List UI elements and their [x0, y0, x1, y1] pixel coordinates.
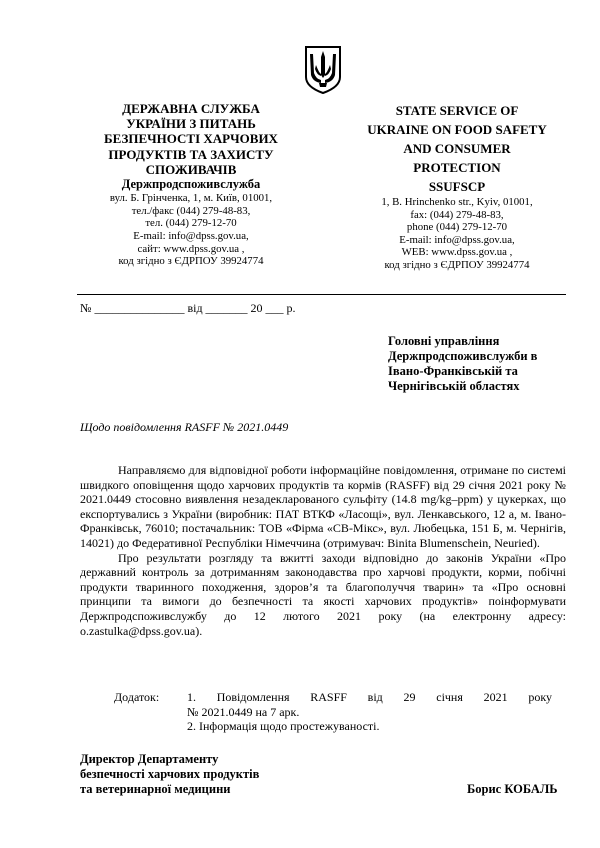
- org-name-line: STATE SERVICE OF: [395, 103, 519, 118]
- addressee-line: Держпродспоживслужби в: [388, 349, 538, 363]
- contact-line: код згідно з ЄДРПОУ 39924774: [118, 255, 264, 268]
- attachment-line: 2. Інформація щодо простежуваності.: [187, 719, 380, 734]
- attachment-line: 1. Повідомлення RASFF від 29 січня 2021 року: [187, 690, 552, 704]
- contact-line: вул. Б. Грінченка, 1, м. Київ, 01001,: [109, 192, 273, 205]
- attachments-list: [187, 690, 552, 734]
- attachment-line: № 2021.0449 на 7 арк.: [187, 704, 300, 719]
- body-paragraph: Направляємо для відповідної роботи інформаційне повідомлення, отримане по системі швидкого оповіщення щодо харчових продуктів та кормів (RASFF) від 29 січня 2021 року № 2021.0449 стосовно виявлення незадекларованого сульфіту (14.8 mg/kg–ppm) у цукерках, що експортувались з України (виробник: ПАТ ВТКФ «Ласощі», вул. Ленкавського, 12 а, м. Івано-Франківськ, 76010; постачальник: ТОВ «Фірма «СВ-Мікс», вул. Любецька, 151 Б, м. Чернігів, 14021) до Федеративної Республіки Німеччина (отримувач: Binita Blumenschein, Neuried).: [80, 463, 566, 550]
- contact-line: 1, B. Hrinchenko str., Kyiv, 01001,: [381, 196, 533, 208]
- attachment-item: [187, 690, 552, 719]
- addressee: [388, 334, 568, 394]
- body-paragraph: Про результати розгляду та вжитті заходи відповідно до законів України «Про державний контроль за дотриманням законодавства про харчові продукти, корми, побічні продукти тваринного походження, здоров’я та благополуччя тварин» та «Про основні принципи та вимоги до безпечності та якості харчових продуктів» поінформувати Держпродспоживслужбу до 12 лютого 2021 року (на електронну адресу: o.zastulka@dpss.gov.ua).: [80, 550, 566, 638]
- attachments-label: Додаток:: [114, 690, 160, 704]
- attachment-item: [187, 719, 552, 734]
- contact-line: phone (044) 279-12-70: [406, 221, 508, 234]
- org-short-name: SSUFSCP: [428, 179, 486, 194]
- contact-line: E-mail: info@dpss.gov.ua,: [399, 233, 515, 246]
- org-name-line: ДЕРЖАВНА СЛУЖБА: [122, 101, 260, 116]
- signatory-title: [80, 752, 320, 797]
- org-name-line: AND CONSUMER: [403, 141, 511, 156]
- addressee-line: Головні управління: [388, 334, 500, 348]
- org-name-line: СПОЖИВАЧІВ: [145, 161, 237, 177]
- contact-line: тел. (044) 279-12-70: [145, 217, 237, 230]
- signatory-title-line: та ветеринарної медицини: [80, 782, 231, 796]
- header-ukrainian: [76, 101, 306, 268]
- org-name-line: ПРОДУКТІВ ТА ЗАХИСТУ: [108, 146, 274, 162]
- addressee-line: Івано-Франківській та: [388, 364, 518, 378]
- signatory-title-line: Директор Департаменту: [80, 752, 219, 766]
- contact-line: WEB: www.dpss.gov.ua ,: [401, 246, 513, 259]
- org-name-line: УКРАЇНИ З ПИТАНЬ: [126, 116, 256, 132]
- contact-line: тел./факс (044) 279-48-83,: [131, 204, 251, 217]
- registration-line: № _______________ від _______ 20 ___ р.: [80, 301, 296, 315]
- org-name-line: PROTECTION: [413, 160, 501, 175]
- header-divider: [77, 294, 566, 295]
- letter-body: [80, 463, 566, 638]
- org-name-line: БЕЗПЕЧНОСТІ ХАРЧОВИХ: [104, 131, 278, 147]
- header-english: [342, 101, 572, 272]
- contact-line: fax: (044) 279-48-83,: [410, 208, 504, 221]
- contact-line: сайт: www.dpss.gov.ua ,: [137, 242, 245, 255]
- addressee-line: Чернігівській областях: [388, 379, 520, 393]
- contact-line: E-mail: info@dpss.gov.ua,: [133, 230, 249, 242]
- contact-line: код згідно з ЄДРПОУ 39924774: [384, 258, 530, 271]
- org-name-line: UKRAINE ON FOOD SAFETY: [367, 122, 547, 137]
- org-short-name: Держпродспоживслужба: [121, 177, 261, 192]
- signatory-title-line: безпечності харчових продуктів: [80, 767, 260, 781]
- coat-of-arms-icon: [303, 45, 343, 95]
- subject-line: Щодо повідомлення RASFF № 2021.0449: [80, 420, 289, 434]
- signatory-name: Борис КОБАЛЬ: [467, 782, 558, 796]
